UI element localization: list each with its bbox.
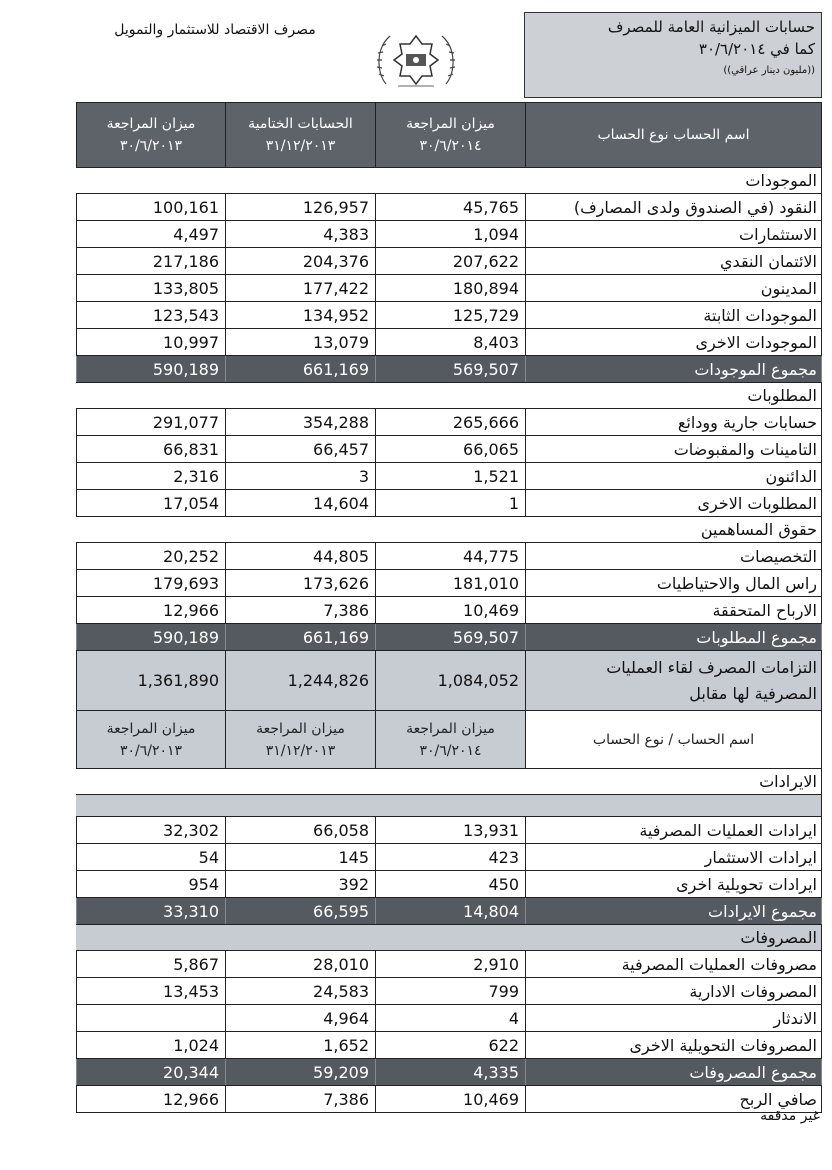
value-2013-12: 126,957 (225, 194, 375, 220)
value-2013-12: 28,010 (225, 951, 375, 977)
value-2013-06: 1,024 (76, 1032, 225, 1058)
account-name: مجموع الموجودات (525, 356, 822, 382)
table-row (76, 871, 822, 898)
account-name: التخصيصات (525, 543, 822, 569)
table-row (76, 978, 822, 1005)
section-spacer (76, 795, 822, 817)
table-row (76, 490, 822, 517)
value-2013-12: 7,386 (225, 597, 375, 623)
account-name: المصروفات التحويلية الاخرى (525, 1032, 822, 1058)
value-2014-06: 13,931 (375, 817, 525, 843)
value-2013-12: 14,604 (225, 490, 375, 516)
obligations-row: التزامات المصرف لقاء العمليات المصرفية لها مقابل 1,084,052 1,244,826 1,361,890 (76, 651, 822, 711)
account-name: مصروفات العمليات المصرفية (525, 951, 822, 977)
value-2013-06: 100,161 (76, 194, 225, 220)
value-2014-06: 423 (375, 844, 525, 870)
account-name: مجموع المصروفات (525, 1059, 822, 1085)
account-name: الائتمان النقدي (525, 248, 822, 274)
total-row (76, 624, 822, 651)
table-header-2 (76, 711, 822, 769)
section-equity: حقوق المساهمين (76, 517, 822, 543)
account-name: مجموع الايرادات (525, 898, 822, 924)
table-header (76, 102, 822, 168)
value-2013-06: 13,453 (76, 978, 225, 1004)
header2-col-2: ميزان المراجعة ٣١/١٢/٢٠١٣ (225, 711, 375, 768)
value-2013-06: 12,966 (76, 597, 225, 623)
account-name: صافي الربح (525, 1086, 822, 1112)
value-2013-12: 24,583 (225, 978, 375, 1004)
value-2013-12: 145 (225, 844, 375, 870)
value-2013-06: 5,867 (76, 951, 225, 977)
account-name: المدينون (525, 275, 822, 301)
value-2014-06: 180,894 (375, 275, 525, 301)
section-liabilities: المطلوبات (76, 383, 822, 409)
value-2013-12: 66,058 (225, 817, 375, 843)
value-2013-06: 217,186 (76, 248, 225, 274)
table-row (76, 570, 822, 597)
bank-name: مصرف الاقتصاد للاستثمار والتمويل (114, 22, 316, 38)
value-2014-06: 265,666 (375, 409, 525, 435)
value-2013-12: 66,457 (225, 436, 375, 462)
table-row (76, 951, 822, 978)
account-name: التامينات والمقبوضات (525, 436, 822, 462)
report-date: كما في ٣٠/٦/٢٠١٤ (698, 40, 815, 58)
value-2014-06: 569,507 (375, 624, 525, 650)
value-2014-06: 2,910 (375, 951, 525, 977)
report-title-box (524, 12, 822, 98)
account-name: ايرادات العمليات المصرفية (525, 817, 822, 843)
value-2014-06: 44,775 (375, 543, 525, 569)
account-name: النقود (في الصندوق ولدى المصارف) (525, 194, 822, 220)
value-2014-06: 207,622 (375, 248, 525, 274)
value-2014-06: 45,765 (375, 194, 525, 220)
value-2014-06: 799 (375, 978, 525, 1004)
value-2013-12: 173,626 (225, 570, 375, 596)
header-account-name: اسم الحساب نوع الحساب (525, 103, 822, 167)
header-col-2: الحسابات الختامية ٣١/١٢/٢٠١٣ (225, 103, 375, 167)
bank-logo (368, 24, 464, 96)
value-2013-12: 44,805 (225, 543, 375, 569)
account-name: الدائنون (525, 463, 822, 489)
value-2014-06: 1,094 (375, 221, 525, 247)
account-name: المصروفات الادارية (525, 978, 822, 1004)
report-unit: ((مليون دينار عراقي)) (723, 65, 815, 76)
value-2013-06: 2,316 (76, 463, 225, 489)
value-2013-06: 54 (76, 844, 225, 870)
table-row (76, 817, 822, 844)
value-2013-06: 179,693 (76, 570, 225, 596)
value-2013-12: 13,079 (225, 329, 375, 355)
value-2014-06: 1 (375, 490, 525, 516)
table-row (76, 543, 822, 570)
table-row (76, 1005, 822, 1032)
account-name: الارباح المتحققة (525, 597, 822, 623)
value-2013-06: 20,344 (76, 1059, 225, 1085)
value-2014-06: 1,521 (375, 463, 525, 489)
account-name: راس المال والاحتياطيات (525, 570, 822, 596)
account-name: الاستثمارات (525, 221, 822, 247)
value-2014-06: 10,469 (375, 597, 525, 623)
value-2014-06: 4 (375, 1005, 525, 1031)
value-2013-06: 32,302 (76, 817, 225, 843)
value-2013-12: 7,386 (225, 1086, 375, 1112)
obligations-name: التزامات المصرف لقاء العمليات المصرفية لها مقابل (525, 651, 822, 710)
value-2014-06: 622 (375, 1032, 525, 1058)
account-name: الاندثار (525, 1005, 822, 1031)
section-expenses: المصروفات (76, 925, 822, 951)
account-name: المطلوبات الاخرى (525, 490, 822, 516)
value-2014-06: 8,403 (375, 329, 525, 355)
total-row (76, 1059, 822, 1086)
table-row (76, 844, 822, 871)
table-row (76, 194, 822, 221)
value-2014-06: 10,469 (375, 1086, 525, 1112)
table-row (76, 1032, 822, 1059)
value-2014-06: 181,010 (375, 570, 525, 596)
value-2013-12: 4,964 (225, 1005, 375, 1031)
account-name: الموجودات الثابتة (525, 302, 822, 328)
value-2013-06: 12,966 (76, 1086, 225, 1112)
table-row (76, 302, 822, 329)
table-row (76, 436, 822, 463)
value-2013-12: 134,952 (225, 302, 375, 328)
value-2013-06: 123,543 (76, 302, 225, 328)
value-2013-06: 590,189 (76, 356, 225, 382)
value-2013-12: 661,169 (225, 624, 375, 650)
report-title: حسابات الميزانية العامة للمصرف (607, 18, 815, 36)
value-2014-06: 125,729 (375, 302, 525, 328)
section-assets: الموجودات (76, 168, 822, 194)
value-2014-06: 14,804 (375, 898, 525, 924)
value-2013-12: 4,383 (225, 221, 375, 247)
header-col-3: ميزان المراجعة ٣٠/٦/٢٠١٣ (76, 103, 225, 167)
value-2013-12: 661,169 (225, 356, 375, 382)
total-row (76, 898, 822, 925)
account-name: الموجودات الاخرى (525, 329, 822, 355)
value-2013-06: 17,054 (76, 490, 225, 516)
value-2014-06: 66,065 (375, 436, 525, 462)
table-row (76, 597, 822, 624)
section-revenues: الايرادات (76, 769, 822, 795)
table-row (76, 409, 822, 436)
header2-account-name: اسم الحساب / نوع الحساب (525, 711, 822, 768)
value-2014-06: 569,507 (375, 356, 525, 382)
account-name: ايرادات تحويلية اخرى (525, 871, 822, 897)
footer-note: غير مدققه (760, 1108, 820, 1124)
total-row (76, 356, 822, 383)
value-2014-06: 4,335 (375, 1059, 525, 1085)
account-name: مجموع المطلوبات (525, 624, 822, 650)
value-2013-12: 66,595 (225, 898, 375, 924)
value-2013-12: 204,376 (225, 248, 375, 274)
value-2013-06: 954 (76, 871, 225, 897)
net-profit-row (76, 1086, 822, 1113)
value-2013-12: 59,209 (225, 1059, 375, 1085)
header-col-1: ميزان المراجعة ٣٠/٦/٢٠١٤ (375, 103, 525, 167)
header2-col-1: ميزان المراجعة ٣٠/٦/٢٠١٤ (375, 711, 525, 768)
header2-col-3: ميزان المراجعة ٣٠/٦/٢٠١٣ (76, 711, 225, 768)
table-row (76, 329, 822, 356)
account-name: حسابات جارية وودائع (525, 409, 822, 435)
table-row (76, 221, 822, 248)
account-name: ايرادات الاستثمار (525, 844, 822, 870)
value-2013-06: 291,077 (76, 409, 225, 435)
value-2013-12: 3 (225, 463, 375, 489)
value-2013-06: 33,310 (76, 898, 225, 924)
table-row (76, 248, 822, 275)
balance-sheet-table (76, 102, 822, 1113)
value-2013-06: 20,252 (76, 543, 225, 569)
value-2013-06: 4,497 (76, 221, 225, 247)
value-2013-06: 66,831 (76, 436, 225, 462)
value-2013-06: 133,805 (76, 275, 225, 301)
value-2013-06: 590,189 (76, 624, 225, 650)
value-2013-12: 1,652 (225, 1032, 375, 1058)
value-2013-12: 354,288 (225, 409, 375, 435)
value-2013-12: 177,422 (225, 275, 375, 301)
table-row (76, 275, 822, 302)
value-2013-06 (76, 1005, 225, 1031)
value-2014-06: 450 (375, 871, 525, 897)
value-2013-12: 392 (225, 871, 375, 897)
value-2013-06: 10,997 (76, 329, 225, 355)
table-row (76, 463, 822, 490)
